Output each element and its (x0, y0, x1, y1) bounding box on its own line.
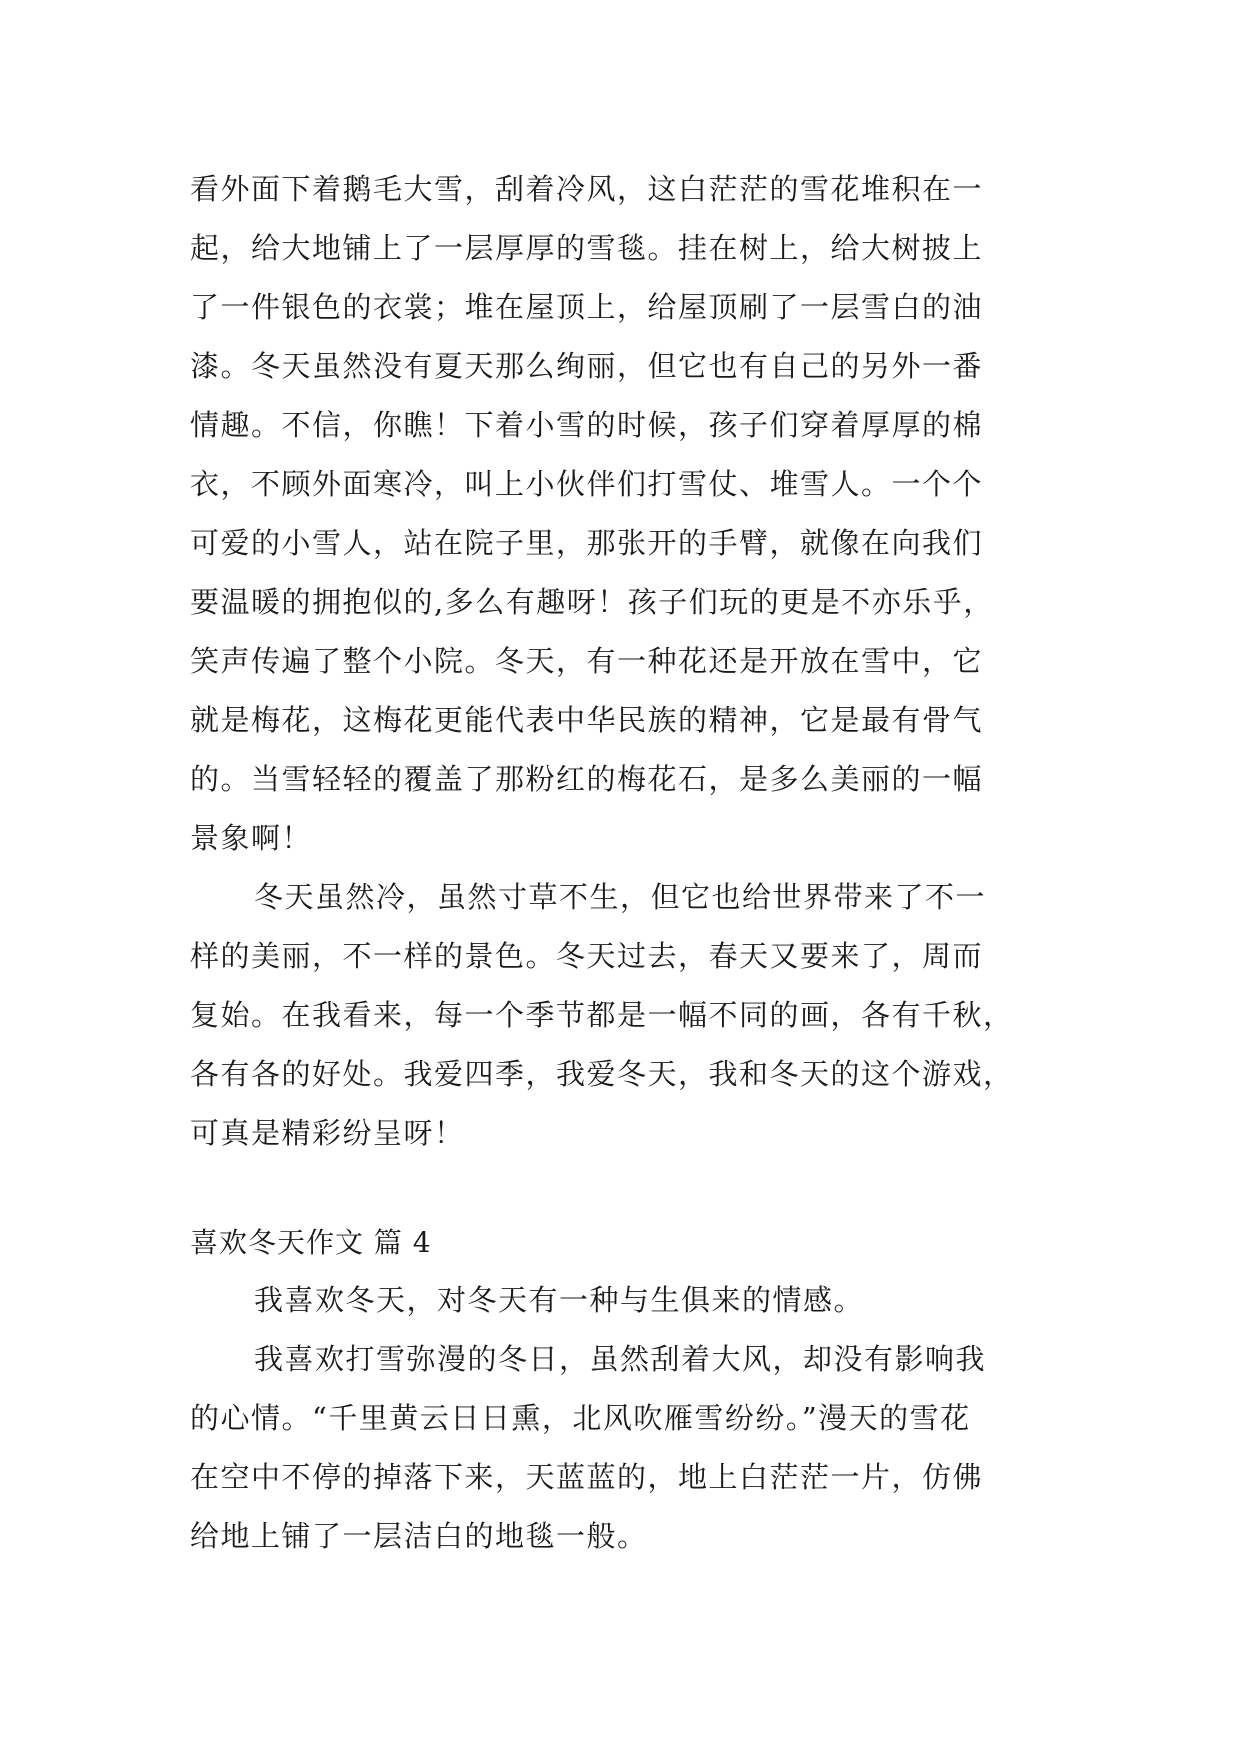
paragraph (190, 868, 1050, 1163)
text-line: 可真是精彩纷呈呀！ (190, 1116, 465, 1150)
text-line: 情趣。不信，你瞧！下着小雪的时候，孩子们穿着厚厚的棉 (190, 408, 984, 442)
paragraph (190, 160, 1050, 868)
text-line: 起，给大地铺上了一层厚厚的雪毯。挂在树上，给大树披上 (190, 231, 984, 265)
text-line: 景象啊！ (190, 821, 313, 855)
document-body (190, 160, 1050, 1566)
paragraph (190, 1330, 1050, 1566)
text-line: 衣，不顾外面寒冷，叫上小伙伴们打雪仗、堆雪人。一个个 (190, 467, 984, 501)
section-spacer (190, 1163, 1050, 1215)
text-line: 我喜欢冬天，对冬天有一种与生俱来的情感。 (254, 1283, 865, 1317)
section-heading: 喜欢冬天作文 篇 4 (190, 1226, 432, 1259)
text-line: 漆。冬天虽然没有夏天那么绚丽，但它也有自己的另外一番 (190, 349, 984, 383)
text-line: 笑声传遍了整个小院。冬天，有一种花还是开放在雪中，它 (190, 644, 984, 678)
text-line: 复始。在我看来，每一个季节都是一幅不同的画，各有千秋， (190, 998, 1014, 1032)
text-line: 了一件银色的衣裳；堆在屋顶上，给屋顶刷了一层雪白的油 (190, 290, 984, 324)
text-line: 在空中不停的掉落下来，天蓝蓝的，地上白茫茫一片，仿佛 (190, 1460, 984, 1494)
text-line: 看外面下着鹅毛大雪，刮着冷风，这白茫茫的雪花堆积在一 (190, 172, 984, 206)
text-line: 我喜欢打雪弥漫的冬日，虽然刮着大风，却没有影响我 (254, 1342, 987, 1376)
text-line: 可爱的小雪人，站在院子里，那张开的手臂，就像在向我们 (190, 526, 984, 560)
text-line: 样的美丽，不一样的景色。冬天过去，春天又要来了，周而 (190, 939, 984, 973)
text-line: 的。当雪轻轻的覆盖了那粉红的梅花石，是多么美丽的一幅 (190, 762, 984, 796)
text-line: 给地上铺了一层洁白的地毯一般。 (190, 1519, 648, 1553)
text-line: 冬天虽然冷，虽然寸草不生，但它也给世界带来了不一 (254, 880, 987, 914)
text-line: 的心情。“千里黄云日日熏，北风吹雁雪纷纷。”漫天的雪花 (190, 1401, 971, 1435)
text-line: 要温暖的拥抱似的,多么有趣呀！孩子们玩的更是不亦乐乎， (190, 585, 994, 619)
paragraph (190, 1271, 1050, 1330)
text-line: 各有各的好处。我爱四季，我爱冬天，我和冬天的这个游戏， (190, 1057, 1014, 1091)
text-line: 就是梅花，这梅花更能代表中华民族的精神，它是最有骨气 (190, 703, 984, 737)
